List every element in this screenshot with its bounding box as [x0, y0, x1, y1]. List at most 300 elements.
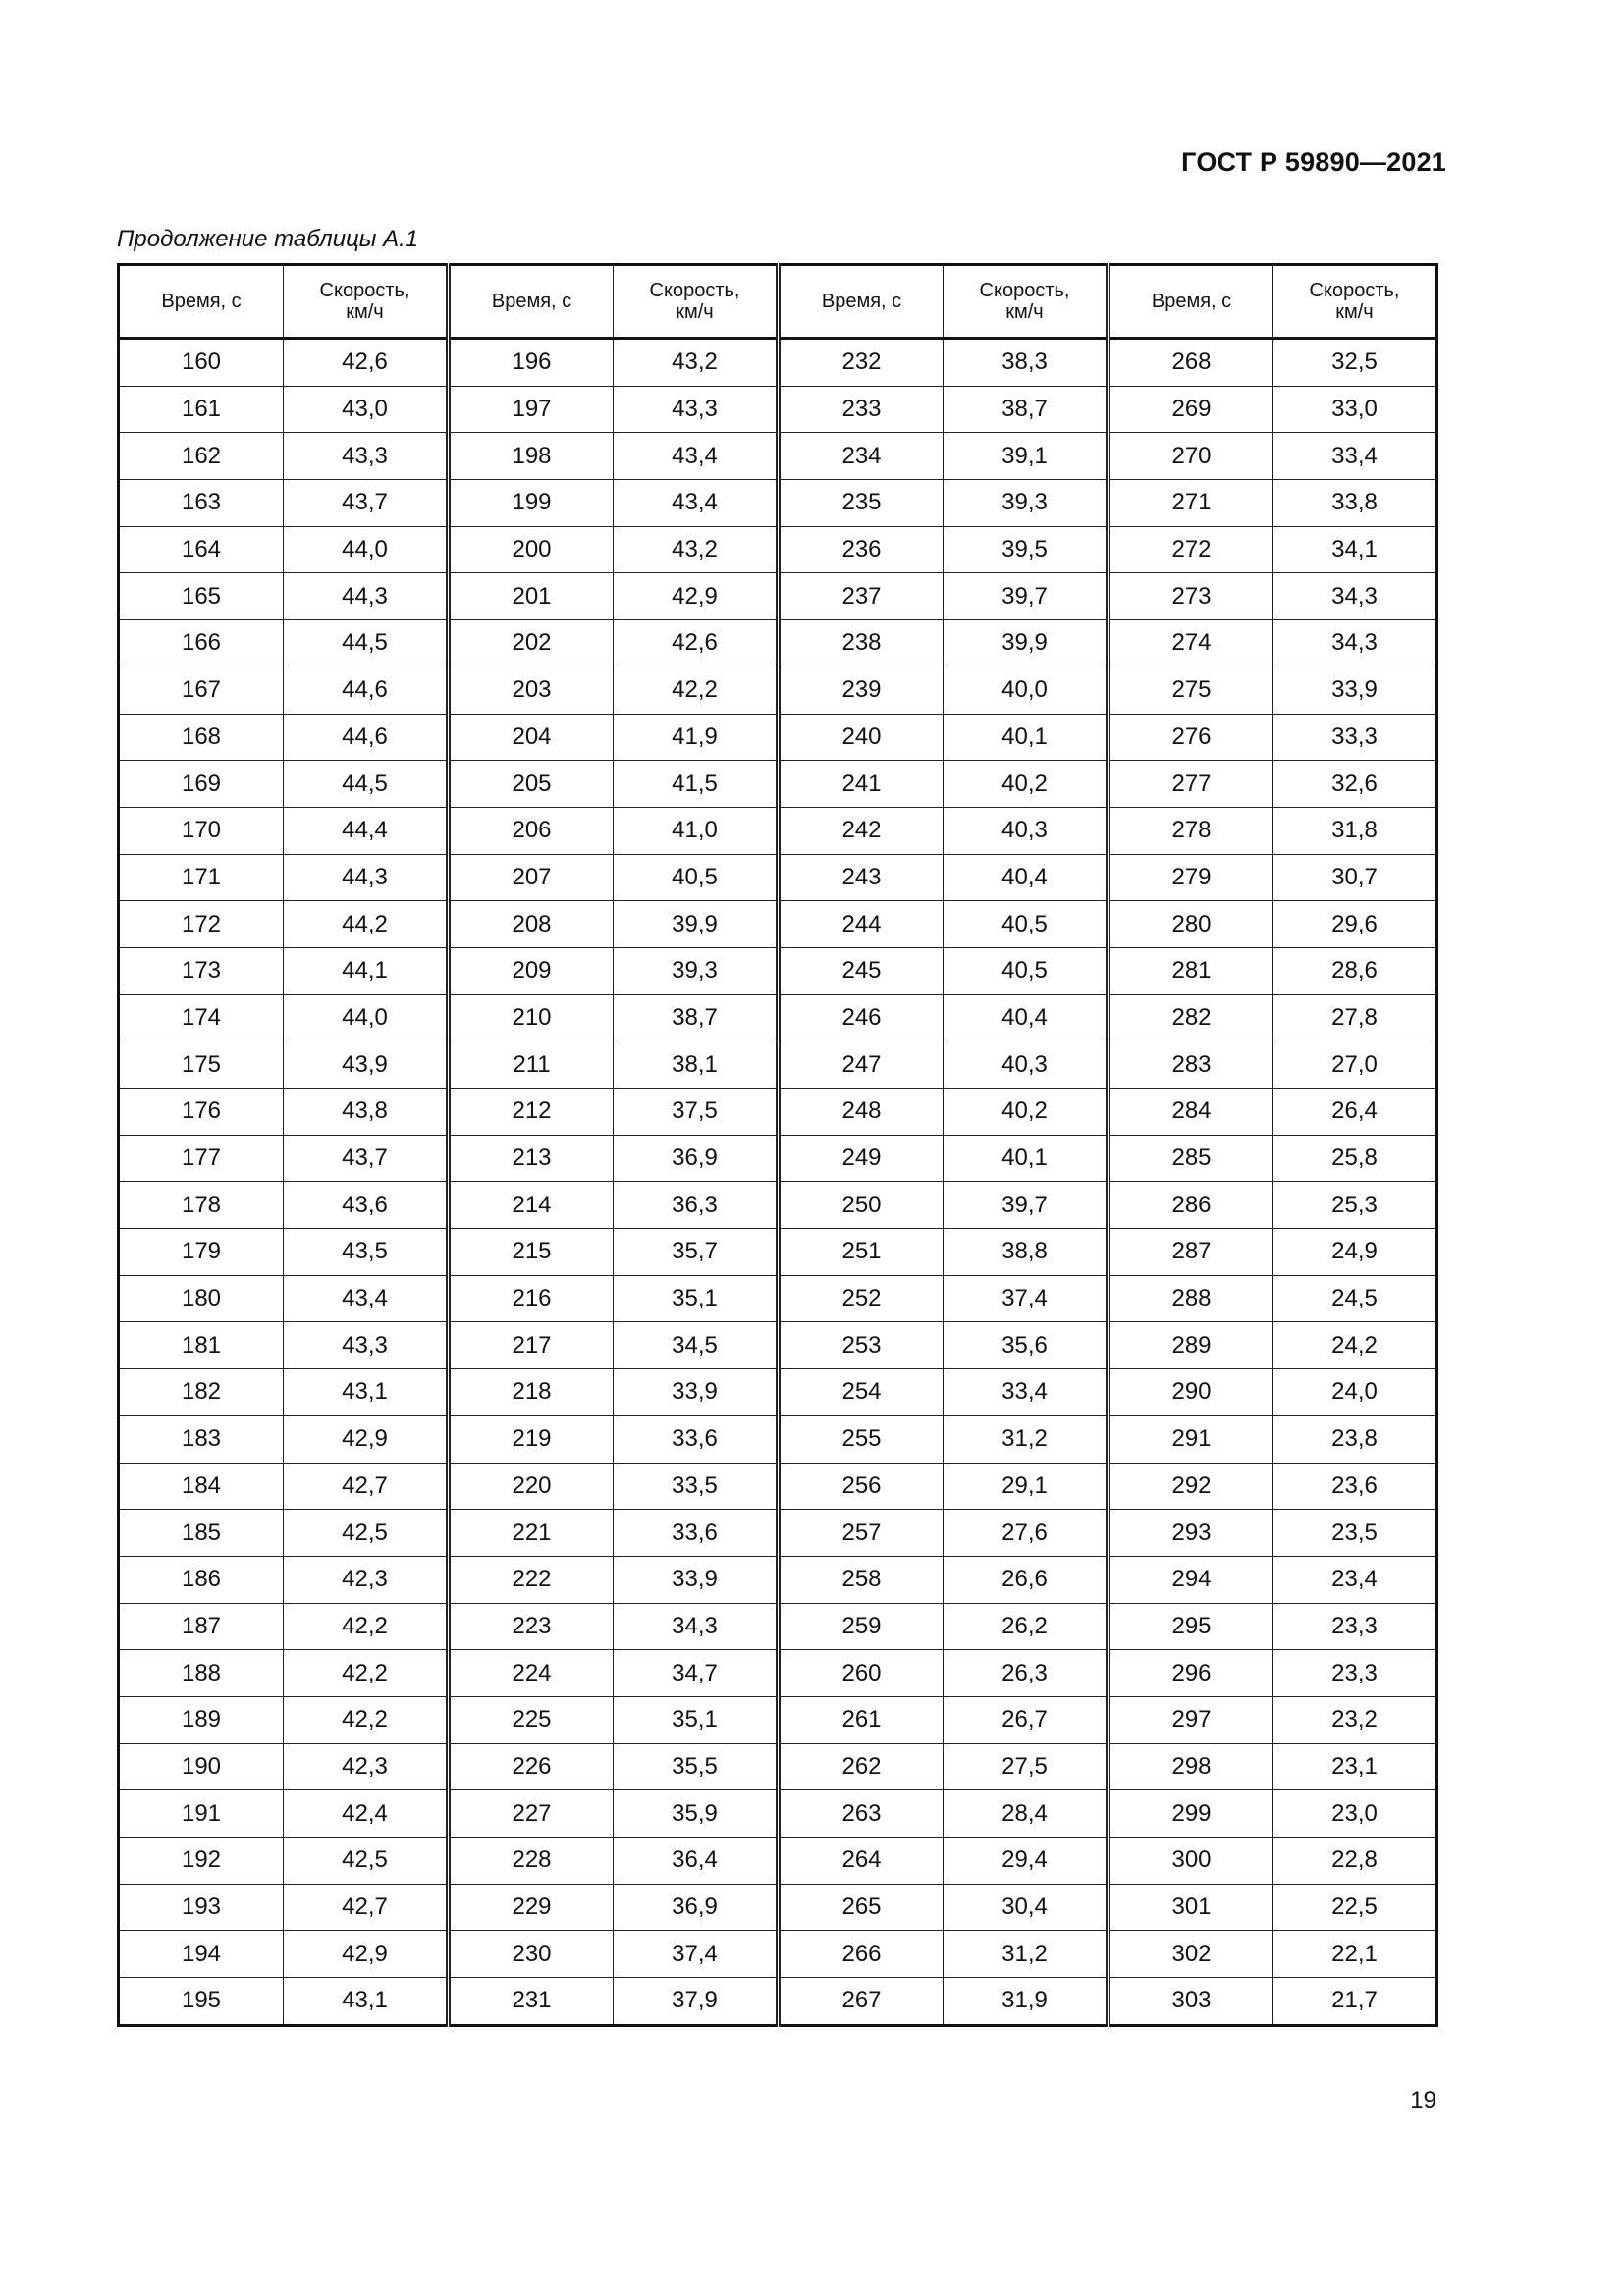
time-cell: 184 [119, 1463, 284, 1510]
time-cell: 216 [449, 1275, 614, 1322]
speed-cell: 43,4 [614, 480, 779, 527]
speed-cell: 23,5 [1273, 1510, 1437, 1557]
time-cell: 242 [779, 807, 944, 854]
time-cell: 193 [119, 1884, 284, 1931]
time-cell: 260 [779, 1650, 944, 1697]
speed-cell: 36,9 [614, 1135, 779, 1182]
speed-cell: 33,0 [1273, 386, 1437, 433]
table-row [119, 1696, 1437, 1743]
speed-cell: 43,3 [614, 386, 779, 433]
speed-cell: 40,2 [944, 1089, 1109, 1136]
time-cell: 281 [1109, 947, 1273, 994]
table-row [119, 1369, 1437, 1416]
time-cell: 195 [119, 1978, 284, 2026]
speed-cell: 38,1 [614, 1041, 779, 1089]
time-cell: 203 [449, 667, 614, 714]
speed-cell: 29,1 [944, 1463, 1109, 1510]
time-cell: 256 [779, 1463, 944, 1510]
speed-cell: 34,3 [1273, 573, 1437, 620]
speed-cell: 23,1 [1273, 1743, 1437, 1790]
time-cell: 198 [449, 433, 614, 480]
time-cell: 212 [449, 1089, 614, 1136]
time-cell: 210 [449, 994, 614, 1041]
speed-cell: 42,4 [284, 1790, 449, 1838]
time-cell: 227 [449, 1790, 614, 1838]
time-cell: 289 [1109, 1322, 1273, 1369]
time-cell: 275 [1109, 667, 1273, 714]
time-cell: 169 [119, 761, 284, 808]
speed-cell: 42,5 [284, 1838, 449, 1885]
time-cell: 266 [779, 1931, 944, 1978]
speed-cell: 44,2 [284, 901, 449, 948]
speed-cell: 43,8 [284, 1089, 449, 1136]
table-row [119, 1041, 1437, 1089]
table-row [119, 667, 1437, 714]
time-cell: 302 [1109, 1931, 1273, 1978]
time-cell: 240 [779, 714, 944, 761]
speed-cell: 42,2 [614, 667, 779, 714]
time-cell: 268 [1109, 339, 1273, 387]
header-time: Время, с [779, 265, 944, 339]
speed-cell: 40,5 [944, 901, 1109, 948]
table-row [119, 1790, 1437, 1838]
time-cell: 247 [779, 1041, 944, 1089]
table-row [119, 714, 1437, 761]
speed-cell: 22,8 [1273, 1838, 1437, 1885]
speed-time-table [117, 263, 1438, 2027]
table-row [119, 761, 1437, 808]
time-cell: 267 [779, 1978, 944, 2026]
time-cell: 222 [449, 1556, 614, 1603]
speed-cell: 40,2 [944, 761, 1109, 808]
time-cell: 168 [119, 714, 284, 761]
table-row [119, 1884, 1437, 1931]
header-row [119, 265, 1437, 339]
time-cell: 286 [1109, 1182, 1273, 1229]
speed-cell: 39,7 [944, 573, 1109, 620]
time-cell: 258 [779, 1556, 944, 1603]
table-row [119, 994, 1437, 1041]
speed-cell: 42,7 [284, 1463, 449, 1510]
speed-cell: 44,6 [284, 714, 449, 761]
time-cell: 176 [119, 1089, 284, 1136]
time-cell: 205 [449, 761, 614, 808]
time-cell: 161 [119, 386, 284, 433]
table-row [119, 573, 1437, 620]
speed-cell: 25,3 [1273, 1182, 1437, 1229]
time-cell: 201 [449, 573, 614, 620]
table-row [119, 339, 1437, 387]
table-row [119, 1229, 1437, 1276]
speed-cell: 44,0 [284, 526, 449, 573]
table-row [119, 1556, 1437, 1603]
table-row [119, 1838, 1437, 1885]
speed-cell: 33,6 [614, 1415, 779, 1463]
time-cell: 254 [779, 1369, 944, 1416]
speed-cell: 43,7 [284, 480, 449, 527]
speed-cell: 42,2 [284, 1696, 449, 1743]
header-speed: Скорость, км/ч [944, 265, 1109, 339]
speed-cell: 37,4 [614, 1931, 779, 1978]
time-cell: 261 [779, 1696, 944, 1743]
time-cell: 217 [449, 1322, 614, 1369]
speed-cell: 44,5 [284, 620, 449, 667]
time-cell: 209 [449, 947, 614, 994]
speed-cell: 34,3 [1273, 620, 1437, 667]
speed-cell: 43,1 [284, 1978, 449, 2026]
speed-cell: 23,0 [1273, 1790, 1437, 1838]
speed-cell: 38,7 [944, 386, 1109, 433]
speed-cell: 29,6 [1273, 901, 1437, 948]
speed-cell: 33,4 [1273, 433, 1437, 480]
time-cell: 282 [1109, 994, 1273, 1041]
time-cell: 259 [779, 1603, 944, 1650]
table-caption: Продолжение таблицы А.1 [117, 226, 419, 252]
time-cell: 263 [779, 1790, 944, 1838]
time-cell: 166 [119, 620, 284, 667]
table-row [119, 807, 1437, 854]
speed-cell: 29,4 [944, 1838, 1109, 1885]
time-cell: 303 [1109, 1978, 1273, 2026]
time-cell: 243 [779, 854, 944, 901]
time-cell: 224 [449, 1650, 614, 1697]
speed-cell: 40,0 [944, 667, 1109, 714]
header-time: Время, с [119, 265, 284, 339]
time-cell: 163 [119, 480, 284, 527]
time-cell: 292 [1109, 1463, 1273, 1510]
time-cell: 248 [779, 1089, 944, 1136]
time-cell: 190 [119, 1743, 284, 1790]
time-cell: 171 [119, 854, 284, 901]
time-cell: 287 [1109, 1229, 1273, 1276]
time-cell: 202 [449, 620, 614, 667]
time-cell: 279 [1109, 854, 1273, 901]
time-cell: 264 [779, 1838, 944, 1885]
time-cell: 164 [119, 526, 284, 573]
time-cell: 269 [1109, 386, 1273, 433]
time-cell: 208 [449, 901, 614, 948]
speed-cell: 40,5 [944, 947, 1109, 994]
speed-cell: 39,3 [944, 480, 1109, 527]
speed-cell: 24,2 [1273, 1322, 1437, 1369]
time-cell: 191 [119, 1790, 284, 1838]
speed-cell: 39,1 [944, 433, 1109, 480]
time-cell: 252 [779, 1275, 944, 1322]
time-cell: 250 [779, 1182, 944, 1229]
speed-cell: 26,2 [944, 1603, 1109, 1650]
time-cell: 225 [449, 1696, 614, 1743]
table-row [119, 854, 1437, 901]
time-cell: 215 [449, 1229, 614, 1276]
time-cell: 170 [119, 807, 284, 854]
speed-cell: 43,2 [614, 339, 779, 387]
time-cell: 280 [1109, 901, 1273, 948]
time-cell: 273 [1109, 573, 1273, 620]
speed-cell: 42,6 [614, 620, 779, 667]
speed-cell: 42,3 [284, 1743, 449, 1790]
time-cell: 246 [779, 994, 944, 1041]
speed-cell: 35,9 [614, 1790, 779, 1838]
time-cell: 206 [449, 807, 614, 854]
document-standard-title: ГОСТ Р 59890—2021 [1181, 147, 1446, 177]
time-cell: 167 [119, 667, 284, 714]
speed-cell: 24,5 [1273, 1275, 1437, 1322]
speed-cell: 34,7 [614, 1650, 779, 1697]
table-row [119, 1275, 1437, 1322]
speed-cell: 33,6 [614, 1510, 779, 1557]
time-cell: 244 [779, 901, 944, 948]
table-body [119, 339, 1437, 2026]
time-cell: 182 [119, 1369, 284, 1416]
time-cell: 238 [779, 620, 944, 667]
time-cell: 262 [779, 1743, 944, 1790]
speed-cell: 26,4 [1273, 1089, 1437, 1136]
time-cell: 241 [779, 761, 944, 808]
header-speed: Скорость, км/ч [1273, 265, 1437, 339]
speed-cell: 44,0 [284, 994, 449, 1041]
table-row [119, 1463, 1437, 1510]
speed-cell: 42,6 [284, 339, 449, 387]
time-cell: 213 [449, 1135, 614, 1182]
speed-cell: 34,3 [614, 1603, 779, 1650]
speed-cell: 40,3 [944, 807, 1109, 854]
speed-cell: 22,1 [1273, 1931, 1437, 1978]
table-row [119, 1510, 1437, 1557]
time-cell: 294 [1109, 1556, 1273, 1603]
speed-cell: 28,6 [1273, 947, 1437, 994]
speed-cell: 31,2 [944, 1415, 1109, 1463]
time-cell: 236 [779, 526, 944, 573]
speed-cell: 43,3 [284, 433, 449, 480]
table-row [119, 901, 1437, 948]
speed-cell: 33,5 [614, 1463, 779, 1510]
speed-cell: 40,4 [944, 994, 1109, 1041]
speed-cell: 36,9 [614, 1884, 779, 1931]
speed-cell: 42,3 [284, 1556, 449, 1603]
time-cell: 234 [779, 433, 944, 480]
speed-cell: 26,3 [944, 1650, 1109, 1697]
time-cell: 296 [1109, 1650, 1273, 1697]
time-cell: 174 [119, 994, 284, 1041]
speed-cell: 33,4 [944, 1369, 1109, 1416]
speed-cell: 39,9 [614, 901, 779, 948]
header-time: Время, с [449, 265, 614, 339]
speed-cell: 32,6 [1273, 761, 1437, 808]
time-cell: 299 [1109, 1790, 1273, 1838]
speed-cell: 25,8 [1273, 1135, 1437, 1182]
speed-cell: 35,7 [614, 1229, 779, 1276]
speed-cell: 44,3 [284, 854, 449, 901]
table-row [119, 1743, 1437, 1790]
time-cell: 194 [119, 1931, 284, 1978]
table-row [119, 526, 1437, 573]
speed-cell: 33,3 [1273, 714, 1437, 761]
speed-cell: 27,5 [944, 1743, 1109, 1790]
time-cell: 196 [449, 339, 614, 387]
speed-cell: 42,9 [614, 573, 779, 620]
speed-cell: 33,9 [614, 1556, 779, 1603]
table-row [119, 1603, 1437, 1650]
time-cell: 162 [119, 433, 284, 480]
speed-cell: 28,4 [944, 1790, 1109, 1838]
speed-cell: 34,5 [614, 1322, 779, 1369]
time-cell: 204 [449, 714, 614, 761]
time-cell: 277 [1109, 761, 1273, 808]
time-cell: 173 [119, 947, 284, 994]
speed-cell: 40,1 [944, 714, 1109, 761]
time-cell: 179 [119, 1229, 284, 1276]
time-cell: 188 [119, 1650, 284, 1697]
speed-cell: 33,9 [1273, 667, 1437, 714]
speed-cell: 42,2 [284, 1650, 449, 1697]
speed-cell: 40,3 [944, 1041, 1109, 1089]
time-cell: 214 [449, 1182, 614, 1229]
time-cell: 276 [1109, 714, 1273, 761]
page-number: 19 [1410, 2087, 1436, 2113]
time-cell: 185 [119, 1510, 284, 1557]
speed-cell: 30,4 [944, 1884, 1109, 1931]
time-cell: 290 [1109, 1369, 1273, 1416]
time-cell: 231 [449, 1978, 614, 2026]
speed-cell: 44,4 [284, 807, 449, 854]
table-row [119, 433, 1437, 480]
speed-cell: 23,2 [1273, 1696, 1437, 1743]
time-cell: 293 [1109, 1510, 1273, 1557]
speed-cell: 40,4 [944, 854, 1109, 901]
time-cell: 220 [449, 1463, 614, 1510]
time-cell: 249 [779, 1135, 944, 1182]
time-cell: 183 [119, 1415, 284, 1463]
speed-cell: 27,8 [1273, 994, 1437, 1041]
speed-cell: 39,5 [944, 526, 1109, 573]
time-cell: 197 [449, 386, 614, 433]
time-cell: 270 [1109, 433, 1273, 480]
time-cell: 278 [1109, 807, 1273, 854]
header-time: Время, с [1109, 265, 1273, 339]
table-row [119, 386, 1437, 433]
time-cell: 228 [449, 1838, 614, 1885]
speed-cell: 23,6 [1273, 1463, 1437, 1510]
speed-cell: 35,1 [614, 1696, 779, 1743]
time-cell: 285 [1109, 1135, 1273, 1182]
table-row [119, 1415, 1437, 1463]
time-cell: 189 [119, 1696, 284, 1743]
speed-cell: 38,7 [614, 994, 779, 1041]
time-cell: 284 [1109, 1089, 1273, 1136]
time-cell: 178 [119, 1182, 284, 1229]
time-cell: 255 [779, 1415, 944, 1463]
speed-cell: 43,4 [284, 1275, 449, 1322]
time-cell: 211 [449, 1041, 614, 1089]
time-cell: 297 [1109, 1696, 1273, 1743]
time-cell: 181 [119, 1322, 284, 1369]
speed-cell: 36,3 [614, 1182, 779, 1229]
speed-cell: 38,8 [944, 1229, 1109, 1276]
speed-cell: 26,6 [944, 1556, 1109, 1603]
time-cell: 295 [1109, 1603, 1273, 1650]
time-cell: 274 [1109, 620, 1273, 667]
table-row [119, 1650, 1437, 1697]
speed-cell: 44,3 [284, 573, 449, 620]
time-cell: 237 [779, 573, 944, 620]
speed-cell: 30,7 [1273, 854, 1437, 901]
speed-cell: 34,1 [1273, 526, 1437, 573]
time-cell: 251 [779, 1229, 944, 1276]
speed-cell: 40,5 [614, 854, 779, 901]
speed-cell: 43,4 [614, 433, 779, 480]
time-cell: 272 [1109, 526, 1273, 573]
time-cell: 219 [449, 1415, 614, 1463]
table-row [119, 1322, 1437, 1369]
table-row [119, 1182, 1437, 1229]
time-cell: 186 [119, 1556, 284, 1603]
time-cell: 207 [449, 854, 614, 901]
speed-cell: 40,1 [944, 1135, 1109, 1182]
time-cell: 180 [119, 1275, 284, 1322]
speed-cell: 31,9 [944, 1978, 1109, 2026]
speed-cell: 27,6 [944, 1510, 1109, 1557]
speed-cell: 23,3 [1273, 1650, 1437, 1697]
table-row [119, 947, 1437, 994]
time-cell: 298 [1109, 1743, 1273, 1790]
speed-cell: 43,0 [284, 386, 449, 433]
speed-cell: 33,9 [614, 1369, 779, 1416]
time-cell: 233 [779, 386, 944, 433]
table-header [119, 265, 1437, 339]
time-cell: 199 [449, 480, 614, 527]
time-cell: 192 [119, 1838, 284, 1885]
header-speed: Скорость, км/ч [614, 265, 779, 339]
speed-cell: 41,9 [614, 714, 779, 761]
speed-cell: 39,7 [944, 1182, 1109, 1229]
time-cell: 218 [449, 1369, 614, 1416]
speed-cell: 43,3 [284, 1322, 449, 1369]
time-cell: 253 [779, 1322, 944, 1369]
speed-cell: 36,4 [614, 1838, 779, 1885]
time-cell: 200 [449, 526, 614, 573]
time-cell: 172 [119, 901, 284, 948]
time-cell: 245 [779, 947, 944, 994]
time-cell: 175 [119, 1041, 284, 1089]
time-cell: 288 [1109, 1275, 1273, 1322]
speed-cell: 37,5 [614, 1089, 779, 1136]
speed-cell: 43,9 [284, 1041, 449, 1089]
speed-cell: 44,6 [284, 667, 449, 714]
speed-cell: 23,8 [1273, 1415, 1437, 1463]
time-cell: 230 [449, 1931, 614, 1978]
speed-cell: 37,9 [614, 1978, 779, 2026]
speed-cell: 38,3 [944, 339, 1109, 387]
time-cell: 283 [1109, 1041, 1273, 1089]
speed-cell: 41,0 [614, 807, 779, 854]
time-cell: 265 [779, 1884, 944, 1931]
speed-cell: 41,5 [614, 761, 779, 808]
speed-cell: 22,5 [1273, 1884, 1437, 1931]
speed-cell: 39,9 [944, 620, 1109, 667]
table-row [119, 1089, 1437, 1136]
time-cell: 223 [449, 1603, 614, 1650]
time-cell: 229 [449, 1884, 614, 1931]
speed-cell: 35,5 [614, 1743, 779, 1790]
time-cell: 291 [1109, 1415, 1273, 1463]
time-cell: 226 [449, 1743, 614, 1790]
speed-cell: 31,8 [1273, 807, 1437, 854]
time-cell: 271 [1109, 480, 1273, 527]
speed-cell: 35,1 [614, 1275, 779, 1322]
speed-cell: 35,6 [944, 1322, 1109, 1369]
speed-cell: 21,7 [1273, 1978, 1437, 2026]
time-cell: 187 [119, 1603, 284, 1650]
